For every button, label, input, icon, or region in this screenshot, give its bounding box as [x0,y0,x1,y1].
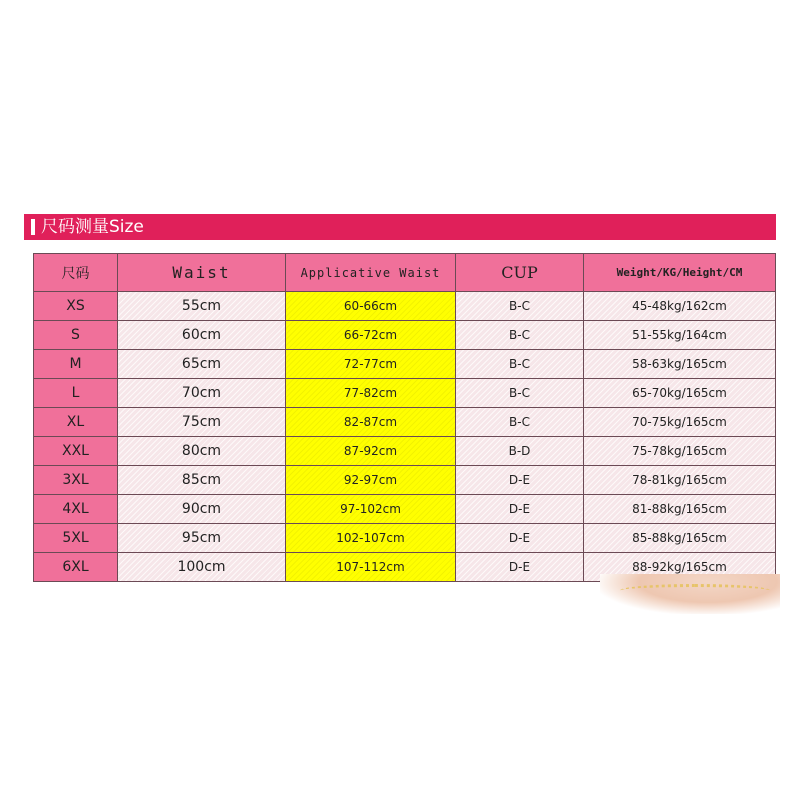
cell-size: S [34,321,118,350]
header-cup: CUP [456,254,584,292]
cell-cup: B-C [456,350,584,379]
lace-trim-decoration [620,584,770,597]
cell-waist: 65cm [118,350,286,379]
cell-waist: 80cm [118,437,286,466]
cell-waist: 100cm [118,553,286,582]
cell-applicative-waist: 60-66cm [286,292,456,321]
table-row [34,466,776,495]
cell-waist: 60cm [118,321,286,350]
cell-applicative-waist: 97-102cm [286,495,456,524]
cell-weight-height: 88-92kg/165cm [584,553,776,582]
cell-applicative-waist: 92-97cm [286,466,456,495]
header-weight-height: Weight/KG/Height/CM [584,254,776,292]
cell-size: L [34,379,118,408]
cell-weight-height: 51-55kg/164cm [584,321,776,350]
table-row [34,495,776,524]
table-row [34,524,776,553]
cell-weight-height: 75-78kg/165cm [584,437,776,466]
cell-waist: 75cm [118,408,286,437]
cell-size: 6XL [34,553,118,582]
cell-applicative-waist: 82-87cm [286,408,456,437]
cell-cup: B-D [456,437,584,466]
table-header-row [34,254,776,292]
header-size: 尺码 [34,254,118,292]
cell-cup: D-E [456,466,584,495]
cell-weight-height: 58-63kg/165cm [584,350,776,379]
cell-applicative-waist: 102-107cm [286,524,456,553]
cell-size: M [34,350,118,379]
cell-weight-height: 85-88kg/165cm [584,524,776,553]
banner-title: 尺码测量Size [41,217,144,237]
cell-applicative-waist: 72-77cm [286,350,456,379]
cell-applicative-waist: 107-112cm [286,553,456,582]
cell-waist: 55cm [118,292,286,321]
cell-weight-height: 45-48kg/162cm [584,292,776,321]
header-applicative-waist: Applicative Waist [286,254,456,292]
cell-weight-height: 65-70kg/165cm [584,379,776,408]
cell-size: 3XL [34,466,118,495]
cell-size: XXL [34,437,118,466]
banner-accent-bar [31,219,35,235]
table-row [34,379,776,408]
table-body [34,292,776,582]
cell-applicative-waist: 66-72cm [286,321,456,350]
header-waist: Waist [118,254,286,292]
cell-size: XS [34,292,118,321]
table-row [34,350,776,379]
cell-cup: D-E [456,524,584,553]
table-row [34,292,776,321]
cell-applicative-waist: 87-92cm [286,437,456,466]
cell-waist: 85cm [118,466,286,495]
cell-cup: D-E [456,495,584,524]
cell-size: 4XL [34,495,118,524]
cell-applicative-waist: 77-82cm [286,379,456,408]
cell-waist: 70cm [118,379,286,408]
cell-weight-height: 81-88kg/165cm [584,495,776,524]
cell-size: 5XL [34,524,118,553]
table-row [34,321,776,350]
cell-weight-height: 70-75kg/165cm [584,408,776,437]
size-section-banner [24,214,776,240]
cell-waist: 95cm [118,524,286,553]
cell-size: XL [34,408,118,437]
cell-weight-height: 78-81kg/165cm [584,466,776,495]
table-row [34,408,776,437]
size-chart-table [33,253,776,582]
cell-cup: B-C [456,379,584,408]
table-row [34,437,776,466]
cell-cup: B-C [456,292,584,321]
cell-cup: B-C [456,321,584,350]
cell-waist: 90cm [118,495,286,524]
cell-cup: B-C [456,408,584,437]
cell-cup: D-E [456,553,584,582]
